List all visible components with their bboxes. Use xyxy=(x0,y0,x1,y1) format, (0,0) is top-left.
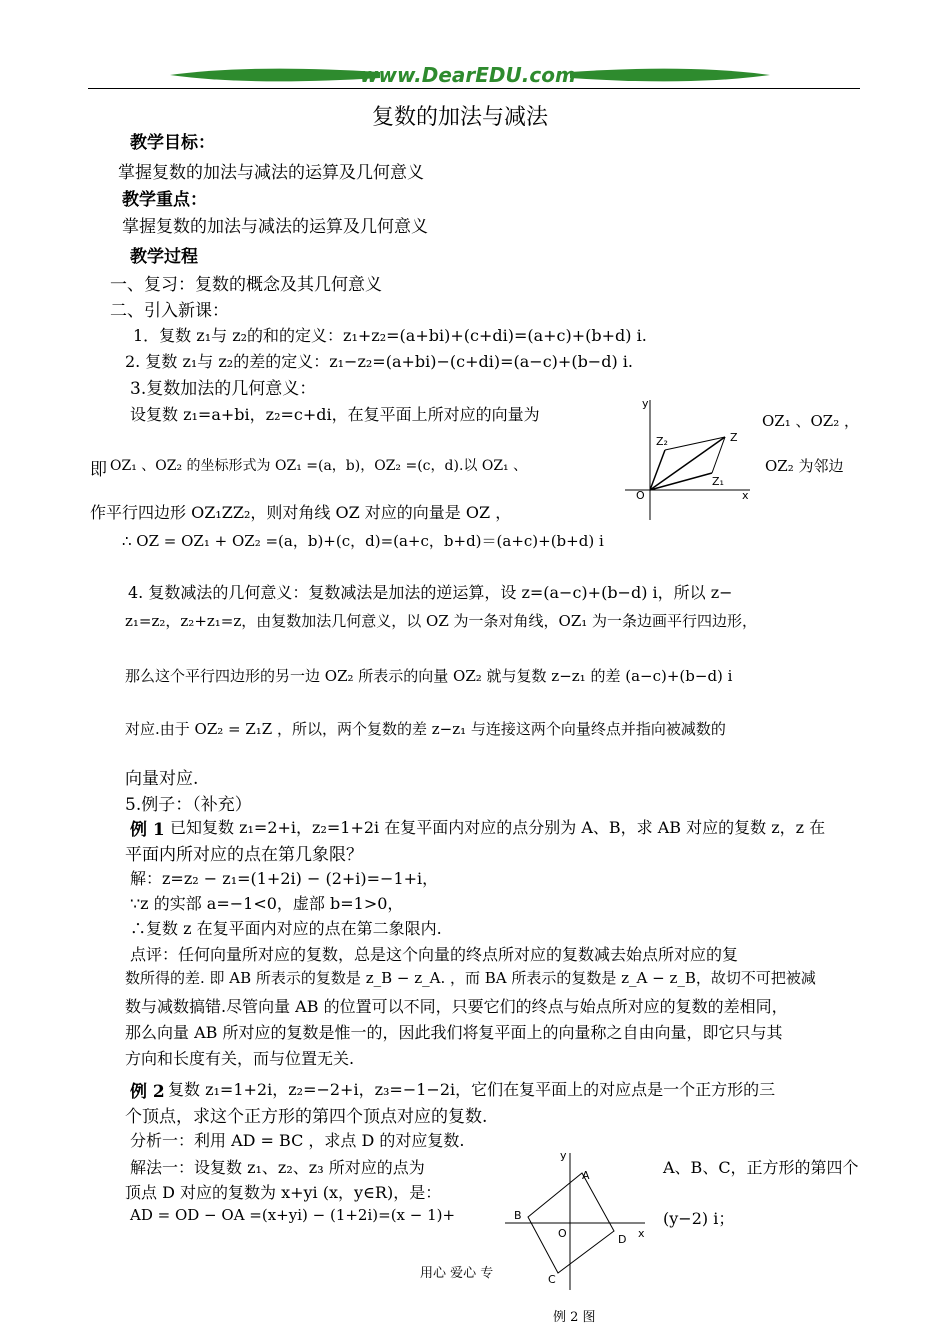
examples-heading: 5.例子：（补充） xyxy=(125,795,252,815)
fig2-a-label: A xyxy=(582,1169,590,1182)
addition-result: ∴ OZ = OZ₁ + OZ₂ =(a，b)+(c，d)=(a+c，b+d)＝(a+c)+(b+d) i xyxy=(122,532,604,550)
example2-text-2: 个顶点，求这个正方形的第四个顶点对应的复数. xyxy=(125,1107,488,1127)
key-text: 掌握复数的加法与减法的运算及几何意义 xyxy=(122,217,428,237)
example1-text-2: 平面内所对应的点在第几象限？ xyxy=(125,845,363,865)
solution1-line-2: ∵z 的实部 a=−1<0，虚部 b=1>0， xyxy=(130,894,404,913)
addition-line-2-right: OZ₂ 为邻边 xyxy=(765,457,844,475)
fig2-o-label: O xyxy=(558,1227,567,1240)
square-figure xyxy=(500,1145,650,1295)
analysis-line: 分析一：利用 AD = BC ，求点 D 的对应复数. xyxy=(130,1131,465,1150)
example2-label: 例 2 xyxy=(130,1082,165,1102)
banner-left-swoosh xyxy=(170,69,380,82)
addition-line-1: 设复数 z₁=a+bi，z₂=c+di，在复平面上所对应的向量为 xyxy=(130,405,540,424)
site-logo: www.DearEDU.com xyxy=(360,63,576,87)
method1-line-1: 解法一：设复数 z₁、z₂、z₃ 所对应的点为 xyxy=(130,1158,425,1177)
solution1-line-1: 解：z=z₂ − z₁=(1+2i) − (2+i)=−1+i， xyxy=(130,869,439,888)
method1-line-1-right: A、B、C，正方形的第四个 xyxy=(663,1158,859,1177)
addition-line-2-start: 即 xyxy=(90,460,107,480)
subtraction-line-2: z₁=z₂，z₂+z₁=z，由复数加法几何意义，以 OZ 为一条对角线，OZ₁ 为一条边画平行四边形， xyxy=(125,612,758,630)
addition-line-2: OZ₁ 、OZ₂ 的坐标形式为 OZ₁ =(a，b)，OZ₂ =(c，d).以 OZ₁ 、 xyxy=(110,458,528,474)
subtraction-line-4: 对应.由于 OZ₂ = Z₁Z ，所以，两个复数的差 z−z₁ 与连接这两个向量终点并指向被减数的 xyxy=(125,720,726,738)
banner-right-swoosh xyxy=(570,69,770,82)
comment-line-1: 点评：任何向量所对应的复数，总是这个向量的终点所对应的复数减去始点所对应的复 xyxy=(130,945,739,964)
goal-heading: 教学目标： xyxy=(130,133,215,153)
fig1-o-label: O xyxy=(636,489,645,502)
method1-line-2: 顶点 D 对应的复数为 x+yi (x，y∈R)，是： xyxy=(125,1183,442,1202)
fig1-z2-label: Z₂ xyxy=(656,435,668,448)
new-lesson-line: 二、引入新课： xyxy=(110,301,229,321)
addition-figure xyxy=(620,395,760,525)
fig1-z1-label: Z₁ xyxy=(712,475,724,488)
difference-definition: 2. 复数 z₁与 z₂的差的定义：z₁−z₂=(a+bi)−(c+di)=(a−c)+(b−d) i. xyxy=(125,352,633,371)
addition-line-1-right: OZ₁ 、OZ₂ ， xyxy=(762,412,860,430)
fig2-b-label: B xyxy=(514,1209,522,1222)
page-footer: 用心 爱心 专 xyxy=(420,1266,494,1281)
addition-geometry-heading: 3.复数加法的几何意义： xyxy=(130,379,317,399)
page-title: 复数的加法与减法 xyxy=(372,105,549,130)
solution1-line-3: ∴复数 z 在复平面内对应的点在第二象限内. xyxy=(130,919,442,938)
comment-line-3: 数与减数搞错.尽管向量 AB 的位置可以不同，只要它们的终点与始点所对应的复数的差相同， xyxy=(125,997,788,1016)
figure2-caption: 例 2 图 xyxy=(553,1310,596,1325)
fig1-x-label: x xyxy=(742,489,749,502)
vector-oz1 xyxy=(650,473,712,490)
key-heading: 教学重点： xyxy=(122,190,207,210)
method1-line-3: AD = OD − OA =(x+yi) − (1+2i)=(x − 1)+ xyxy=(130,1206,456,1224)
example1-label: 例 1 xyxy=(130,820,165,840)
method1-line-3-right: (y−2) i； xyxy=(663,1209,735,1228)
review-line: 一、复习：复数的概念及其几何意义 xyxy=(110,275,382,295)
example1-text: 已知复数 z₁=2+i，z₂=1+2i 在复平面内对应的点分别为 A、B，求 AB 对应的复数 z，z 在 xyxy=(170,818,826,837)
comment-line-2: 数所得的差. 即 AB 所表示的复数是 z_B − z_A. ，而 BA 所表示的复数是 z_A − z_B，故切不可把被减 xyxy=(125,969,816,987)
comment-line-5: 方向和长度有关，而与位置无关. xyxy=(125,1049,355,1068)
fig2-x-label: x xyxy=(638,1227,645,1240)
process-heading: 教学过程 xyxy=(130,247,198,267)
fig2-c-label: C xyxy=(548,1273,556,1286)
fig1-y-label: y xyxy=(642,397,649,410)
subtraction-line-3: 那么这个平行四边形的另一边 OZ₂ 所表示的向量 OZ₂ 就与复数 z−z₁ 的差 (a−c)+(b−d) i xyxy=(125,667,733,685)
fig2-d-label: D xyxy=(618,1233,627,1246)
comment-line-4: 那么向量 AB 所对应的复数是惟一的，因此我们将复平面上的向量称之自由向量，即它只与其 xyxy=(125,1023,783,1042)
subtraction-line-1: 4. 复数减法的几何意义：复数减法是加法的逆运算，设 z=(a−c)+(b−d) i，所以 z− xyxy=(128,583,733,602)
example2-text: 复数 z₁=1+2i，z₂=−2+i，z₃=−1−2i，它们在复平面上的对应点是一个正方形的三 xyxy=(168,1080,776,1099)
sum-definition: 1．复数 z₁与 z₂的和的定义：z₁+z₂=(a+bi)+(c+di)=(a+c)+(b+d) i. xyxy=(133,326,647,345)
addition-line-3: 作平行四边形 OZ₁ZZ₂，则对角线 OZ 对应的向量是 OZ ， xyxy=(90,503,512,522)
fig2-y-label: y xyxy=(560,1149,567,1162)
header-rule xyxy=(88,88,860,89)
fig1-z-label: Z xyxy=(730,431,738,444)
goal-text: 掌握复数的加法与减法的运算及几何意义 xyxy=(118,163,424,183)
subtraction-line-5: 向量对应. xyxy=(125,769,199,789)
